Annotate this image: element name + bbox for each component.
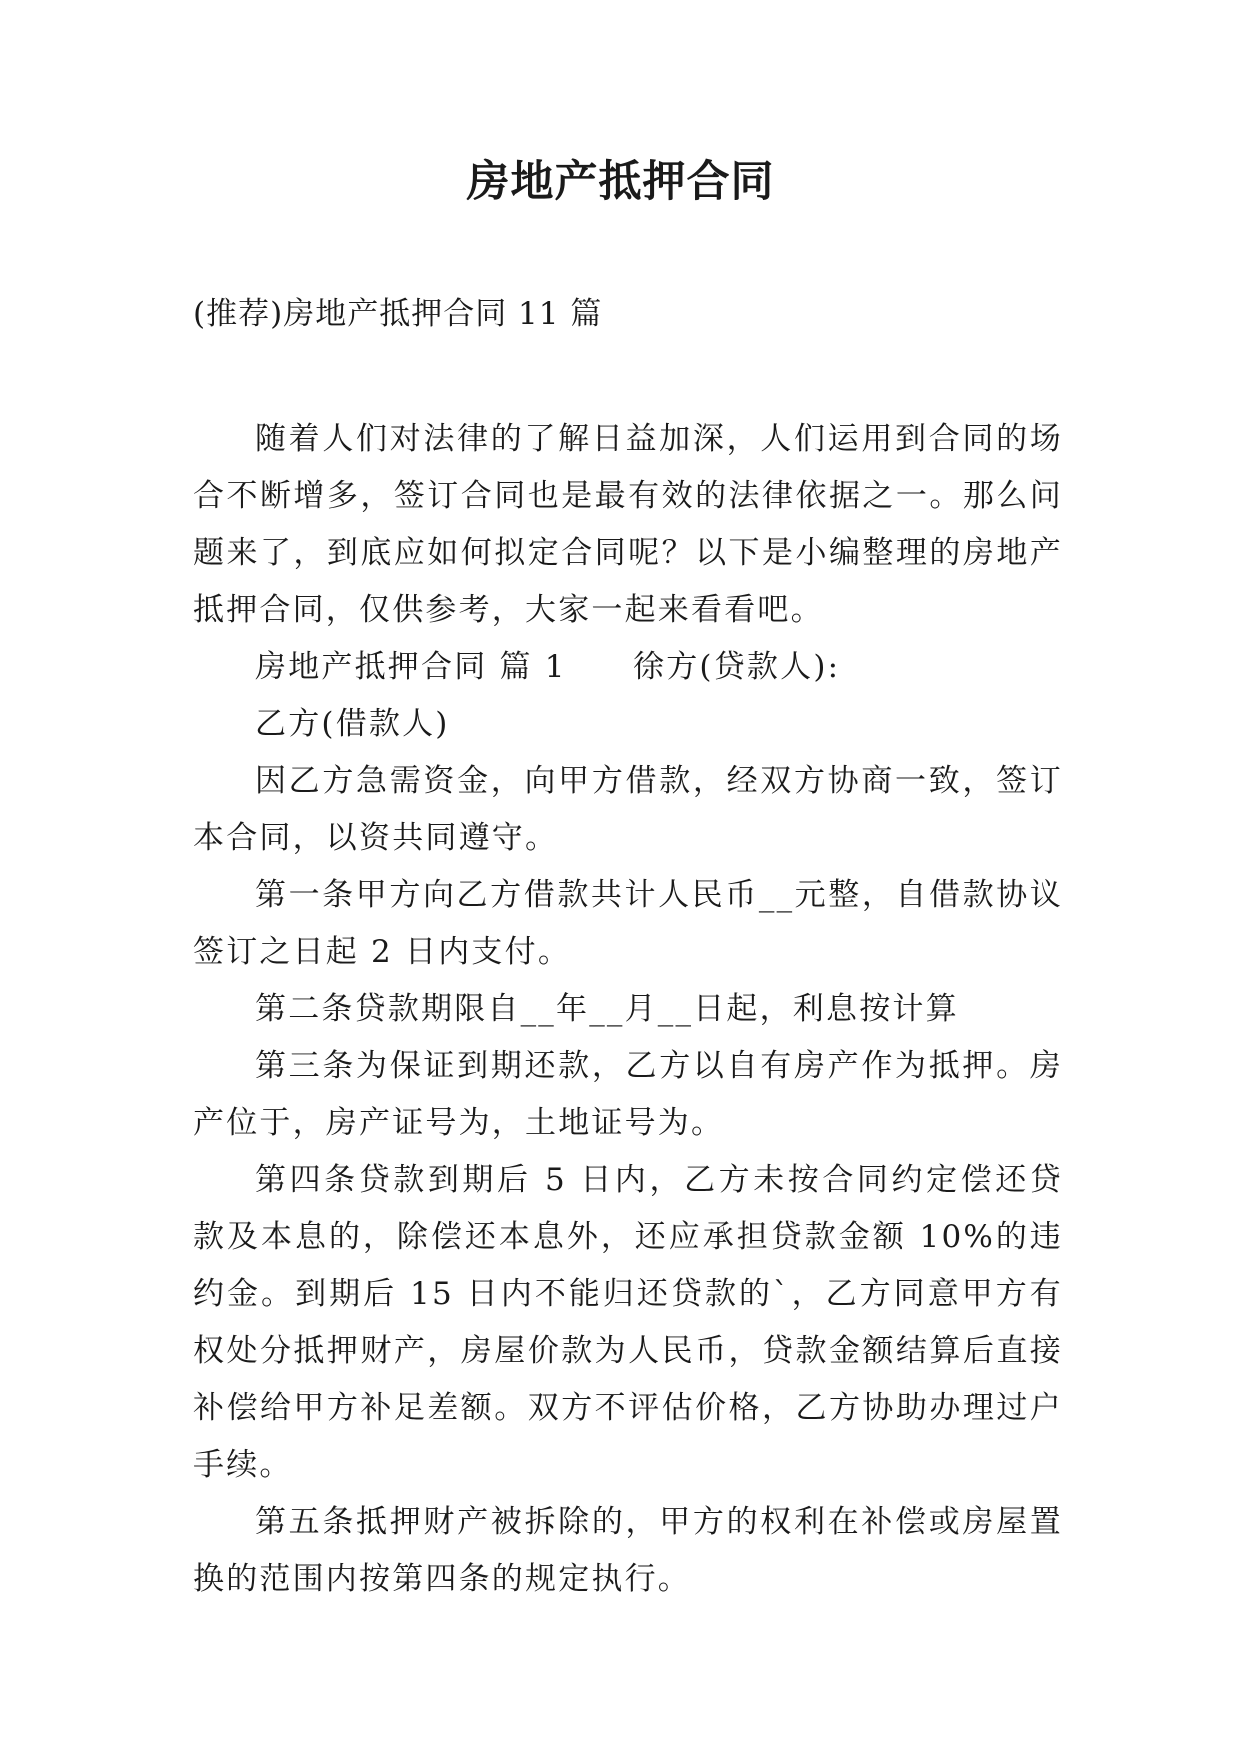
document-subtitle: (推荐)房地产抵押合同 11 篇: [193, 296, 603, 332]
paragraph-article-2: 第二条贷款期限自__年__月__日起，利息按计算: [255, 991, 959, 1027]
paragraph-purpose: 因乙方急需资金，向甲方借款，经双方协商一致，签订本合同，以资共同遵守。: [193, 763, 1063, 856]
paragraph-article-5: 第五条抵押财产被拆除的，甲方的权利在补偿或房屋置换的范围内按第四条的规定执行。: [193, 1504, 1063, 1597]
document-body: [193, 411, 1063, 1608]
paragraph-party-b: 乙方(借款人): [255, 706, 450, 742]
document-title: 房地产抵押合同: [466, 157, 775, 207]
paragraph-article-1: 第一条甲方向乙方借款共计人民币__元整，自借款协议签订之日起 2 日内支付。: [193, 877, 1063, 970]
paragraph-article-3: 第三条为保证到期还款，乙方以自有房产作为抵押。房产位于，房产证号为，土地证号为。: [193, 1048, 1063, 1141]
paragraph-article-4: 第四条贷款到期后 5 日内，乙方未按合同约定偿还贷款及本息的，除偿还本息外，还应承担贷款金额 10%的违约金。到期后 15 日内不能归还贷款的`，乙方同意甲方有权处分抵押财产，房屋价款为人民币，贷款金额结算后直接补偿给甲方补足差额。双方不评估价格，乙方协助办理过户手续。: [193, 1162, 1063, 1483]
paragraph-section-heading: 房地产抵押合同 篇 1 徐方(贷款人):: [255, 649, 841, 685]
paragraph-intro: 随着人们对法律的了解日益加深，人们运用到合同的场合不断增多，签订合同也是最有效的法律依据之一。那么问题来了，到底应如何拟定合同呢？以下是小编整理的房地产抵押合同，仅供参考，大家一起来看看吧。: [193, 421, 1063, 628]
